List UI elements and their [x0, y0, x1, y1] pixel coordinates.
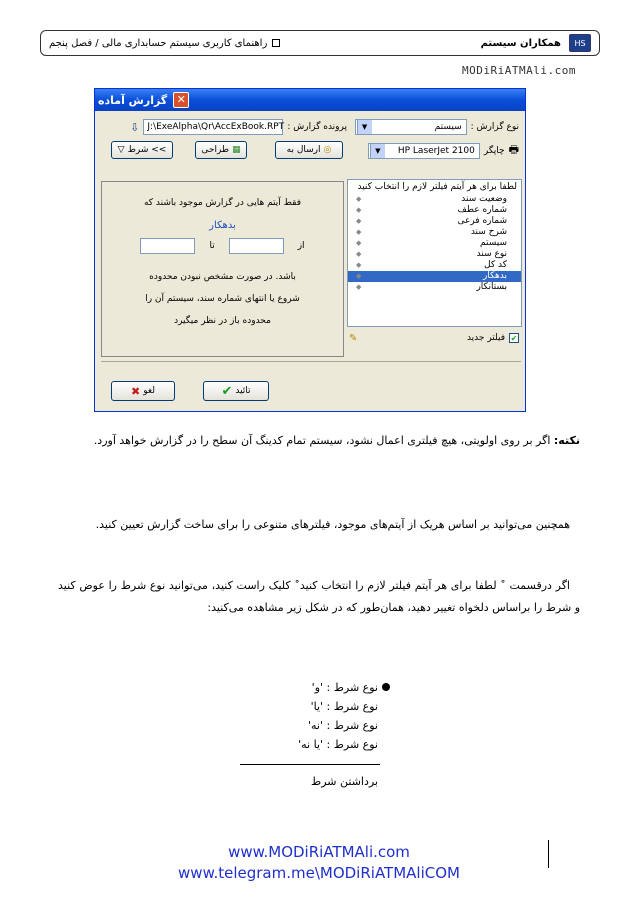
- square-bullet-icon: [272, 39, 280, 47]
- diamond-icon: ◆: [356, 217, 362, 225]
- design-button[interactable]: [195, 141, 247, 159]
- cancel-button[interactable]: [111, 381, 175, 401]
- menu-divider: [240, 764, 380, 765]
- database-icon: ◎: [323, 145, 332, 155]
- header-chapter-title: راهنمای کاربری سیستم حسابداری مالی / فصل پنجم: [49, 37, 268, 49]
- report-type-select[interactable]: [355, 119, 467, 135]
- list-item[interactable]: [348, 205, 521, 216]
- new-filter-row: [467, 333, 519, 343]
- page-header: [40, 30, 600, 56]
- design-icon: ▦: [232, 145, 241, 155]
- to-label: تا: [209, 241, 215, 251]
- report-file-row: [130, 119, 347, 135]
- condition-button[interactable]: [111, 141, 173, 159]
- from-input[interactable]: [229, 238, 284, 254]
- list-item[interactable]: [348, 249, 521, 260]
- ok-button[interactable]: [203, 381, 269, 401]
- condition-label: >> شرط: [127, 145, 167, 155]
- list-item[interactable]: [348, 260, 521, 271]
- site-watermark: MODiRiATMAli.com: [462, 64, 576, 77]
- range-row: [102, 238, 343, 254]
- report-file-label: پرونده گزارش :: [287, 122, 347, 132]
- report-file-path[interactable]: J:\ExeAlpha\Qr\AccExBook.RPT: [143, 119, 283, 135]
- new-filter-checkbox[interactable]: ✔: [510, 334, 518, 343]
- report-dialog: [94, 88, 526, 412]
- paragraph-3: اگر درقسمت ˚ لطفا برای هر آیتم فیلتر لازم را انتخاب کنید˚ کلیک راست کنید، می‌توانید نوع شرط را عوض کنید و شرط را براساس دلخواه تغییر دهید، همان‌طور که در شکل زیر مشاهده می‌کنید:: [58, 579, 580, 614]
- diamond-icon: ◆: [356, 283, 362, 291]
- report-type-value: سیستم: [434, 122, 462, 132]
- list-item-label: شرح سند: [470, 227, 507, 237]
- send-to-button[interactable]: [275, 141, 343, 159]
- header-right: [481, 34, 591, 52]
- header-company-title: همکاران سیستم: [480, 37, 561, 49]
- note-text: اگر بر روی اولویتی، هیچ فیلتری اعمال نشود، سیستم تمام کدینگ آن سطح را در گزارش خواهد آورد.: [93, 434, 554, 447]
- header-left: [49, 38, 280, 49]
- list-item-label: بدهکار: [482, 271, 507, 281]
- list-item-label: کد کل: [484, 260, 507, 270]
- diamond-icon: ◆: [356, 250, 362, 258]
- new-filter-label: فیلتر جدید: [466, 333, 505, 343]
- browse-file-icon[interactable]: ⇩: [130, 120, 140, 134]
- close-icon[interactable]: ✕: [173, 92, 189, 108]
- company-logo-icon: HS: [569, 34, 591, 52]
- diamond-icon: ◆: [356, 206, 362, 214]
- chevron-down-icon: ▼: [357, 120, 372, 134]
- report-type-row: [355, 119, 519, 135]
- note-label: نکته:: [553, 434, 580, 447]
- list-item-label: بستانکار: [476, 282, 507, 292]
- list-item-label: نوع سند: [476, 249, 507, 259]
- menu-item-or[interactable]: نوع شرط : 'یا': [310, 700, 378, 713]
- printer-row: [368, 141, 519, 160]
- context-menu: [230, 681, 390, 757]
- footer-site-link[interactable]: www.MODiRiATMAli.com: [228, 843, 410, 861]
- panel-line3: شروع یا انتهای شماره سند، سیستم آن را: [145, 294, 300, 304]
- panel-line1: فقط آیتم هایی در گزارش موجود باشند که: [143, 198, 302, 208]
- edit-icon[interactable]: ✎: [349, 333, 358, 344]
- menu-item-or-not[interactable]: نوع شرط : 'یا نه': [298, 738, 378, 751]
- diamond-icon: ◆: [356, 228, 362, 236]
- list-item[interactable]: [348, 238, 521, 249]
- bullet-icon: [382, 683, 390, 691]
- list-item[interactable]: [348, 194, 521, 205]
- list-item[interactable]: [348, 216, 521, 227]
- list-item-label: وضعیت سند: [461, 194, 507, 204]
- printer-icon: 🖶: [508, 143, 519, 156]
- panel-line2: باشد. در صورت مشخص نبودن محدوده: [149, 272, 296, 282]
- printer-value: HP LaserJet 2100: [397, 145, 475, 156]
- menu-item-remove[interactable]: [230, 775, 390, 788]
- chevron-down-icon: ▼: [370, 144, 385, 158]
- menu-item-not[interactable]: نوع شرط : 'نه': [308, 719, 378, 732]
- list-item-label: شماره عطف: [457, 205, 507, 215]
- menu-item-and[interactable]: [230, 681, 390, 700]
- design-label: طراحی: [201, 145, 230, 155]
- check-icon: ✔: [221, 383, 233, 399]
- cancel-x-icon: ✖: [131, 384, 141, 398]
- list-item[interactable]: [348, 227, 521, 238]
- list-item[interactable]: [348, 271, 521, 282]
- to-input[interactable]: [140, 238, 195, 254]
- printer-select[interactable]: [368, 143, 480, 159]
- from-label: از: [297, 241, 305, 251]
- dialog-titlebar: [95, 89, 525, 111]
- cancel-label: لغو: [143, 386, 155, 396]
- footer-telegram-link[interactable]: www.telegram.me\MODiRiATMAliCOM: [178, 864, 460, 882]
- diamond-icon: ◆: [356, 239, 362, 247]
- footer-divider: [548, 840, 549, 868]
- report-type-label: نوع گزارش :: [470, 122, 519, 132]
- note-paragraph: [58, 430, 580, 452]
- paragraph-2: همچنین می‌توانید بر اساس هریک از آیتم‌های موجود، فیلترهای متنوعی را برای ساخت گزارش تعیین کنید.: [95, 518, 570, 531]
- panel-selected-item: بدهکار: [209, 220, 236, 231]
- list-item-label: سیستم: [480, 238, 507, 248]
- diamond-icon: ◆: [356, 261, 362, 269]
- list-header: لطفا برای هر آیتم فیلتر لازم را انتخاب کنید: [357, 182, 517, 192]
- ok-label: تائید: [235, 386, 251, 396]
- filter-icon: ▽: [117, 145, 125, 155]
- panel-line4: محدوده باز در نظر میگیرد: [174, 316, 271, 326]
- list-item[interactable]: [348, 282, 521, 293]
- dialog-title: گزارش آماده: [98, 93, 168, 107]
- print-label: چاپگر: [483, 145, 505, 156]
- filter-panel: [101, 181, 344, 357]
- filter-item-list[interactable]: [347, 179, 522, 327]
- diamond-icon: ◆: [356, 272, 362, 280]
- send-to-label: ارسال به: [286, 145, 321, 155]
- list-item-label: شماره فرعی: [457, 216, 507, 226]
- divider: [101, 361, 521, 362]
- menu-item-remove-label: برداشتن شرط: [311, 775, 378, 788]
- diamond-icon: ◆: [356, 195, 362, 203]
- menu-item-and-label: نوع شرط : 'و': [311, 681, 378, 694]
